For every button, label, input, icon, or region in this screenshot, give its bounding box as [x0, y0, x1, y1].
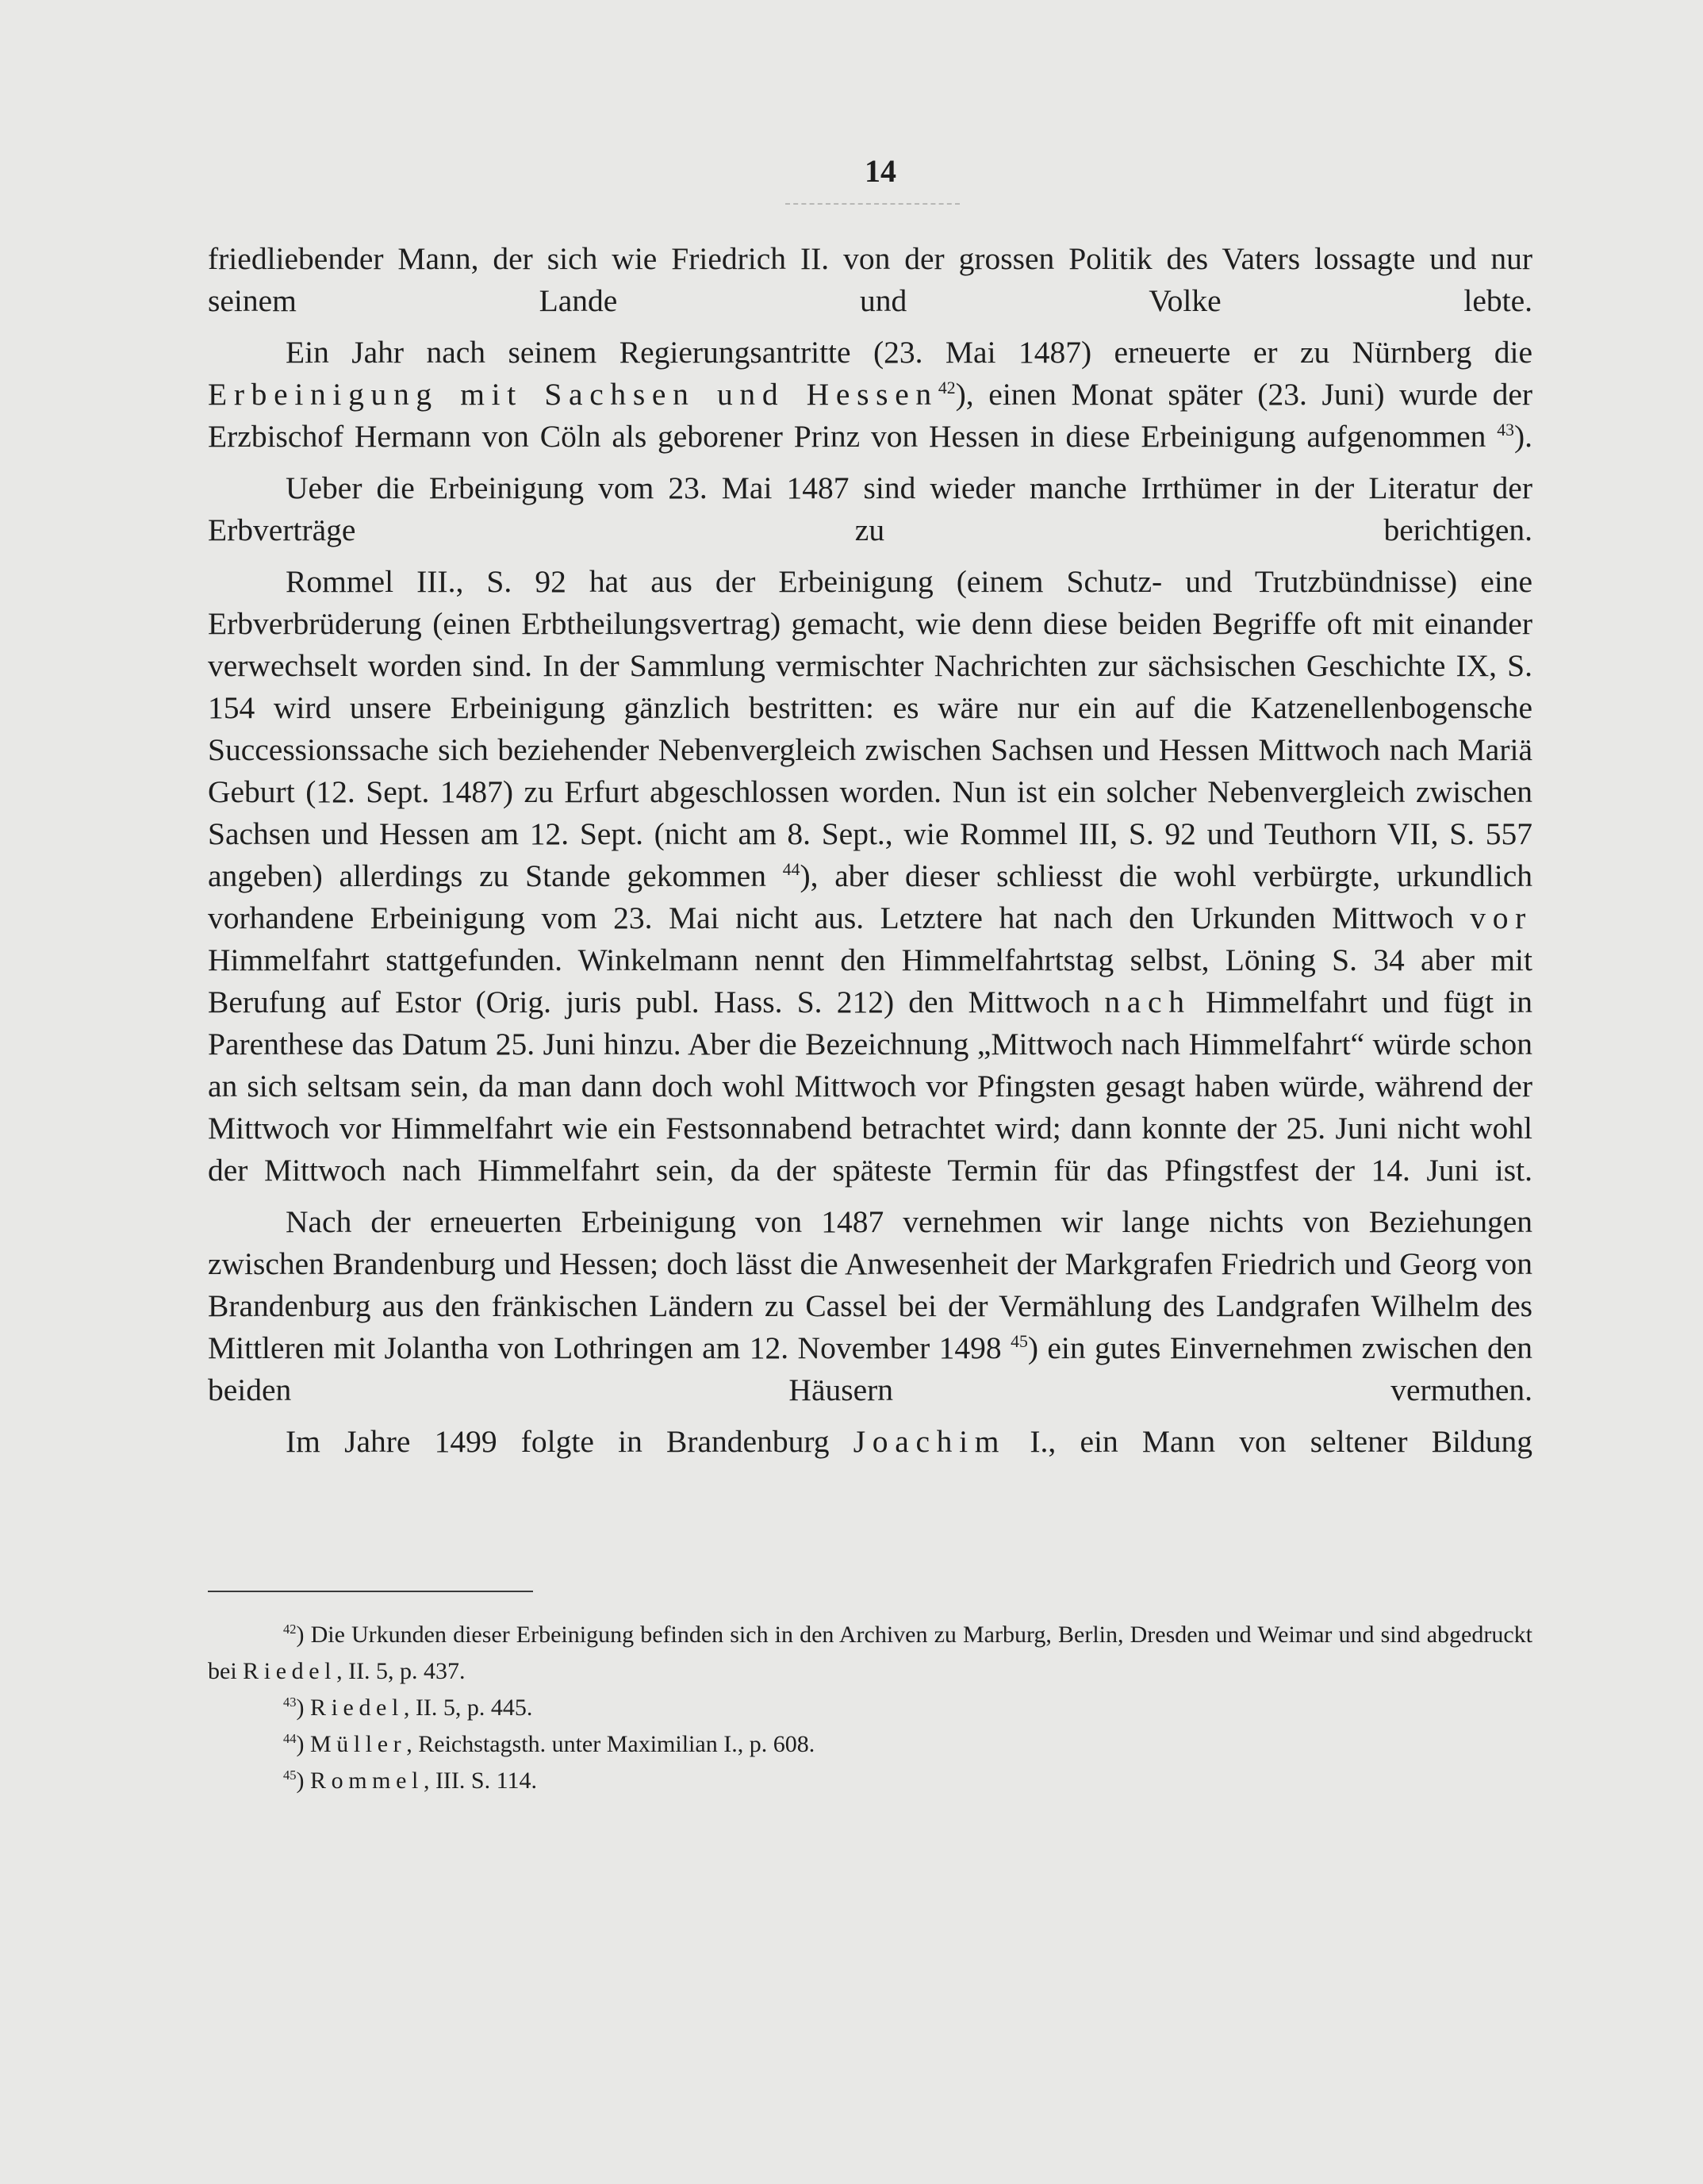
text-segment: ), einen Monat später (23. Juni) wurde der Erzbischof Hermann von Cöln als geborener Prinz von Hessen in diese Erbeinigung aufgenommen: [208, 377, 1533, 454]
footnote-reference: 44: [283, 1731, 297, 1746]
text-segment: ), aber dieser schliesst die wohl verbürgte, urkundlich vorhandene Erbeinigung vom 23. Mai nicht aus. Letztere hat nach den Urkunden Mittwoch: [208, 858, 1532, 935]
emphasized-text: Rommel: [310, 1768, 424, 1794]
emphasized-text: Müller: [310, 1731, 407, 1757]
text-segment: , Reichstagsth. unter Maximilian I., p. 608.: [406, 1731, 815, 1757]
paragraph: [208, 467, 1532, 551]
text-segment: Rommel III., S. 92 hat aus der Erbeinigung (einem Schutz- und Trutzbündnisse) eine Erbverbrüderung (einen Erbtheilungsvertrag) gemacht, wie denn diese beiden Begriffe oft mit einander verwechselt worden sind. In der Sammlung vermischter Nachrichten zur sächsischen Geschichte IX, S. 154 wird unsere Erbeinigung gänzlich bestritten: es wäre nur ein auf die Katzenellenbogensche Successionssache sich beziehender Nebenvergleich zwischen Sachsen und Hessen Mittwoch nach Mariä Geburt (12. Sept. 1487) zu Erfurt abgeschlossen worden. Nun ist ein solcher Nebenvergleich zwischen Sachsen und Hessen am 12. Sept. (nicht am 8. Sept., wie Rommel III, S. 92 und Teuthorn VII, S. 557 angeben) allerdings zu Stande gekommen: [208, 564, 1532, 893]
text-segment: ): [296, 1731, 310, 1757]
text-segment: Himmelfahrt und fügt in Parenthese das Datum 25. Juni hinzu. Aber die Bezeichnung „Mittwoch nach Himmelfahrt“ würde schon an sich seltsam sein, da man dann doch wohl Mittwoch vor Pfingsten gesagt haben würde, während der Mittwoch vor Himmelfahrt wie ein Festsonnabend betrachtet wird; dann konnte der 25. Juni nicht wohl der Mittwoch nach Himmelfahrt sein, da der späteste Termin für das Pfingstfest der 14. Juni ist.: [208, 985, 1532, 1188]
text-segment: I., ein Mann von seltener Bildung: [1006, 1424, 1532, 1459]
paragraph: [208, 332, 1532, 458]
text-segment: ).: [1513, 419, 1532, 454]
emphasized-text: Riedel: [310, 1695, 404, 1721]
footnote-reference: 43: [1497, 420, 1514, 439]
paragraph: [208, 561, 1532, 1192]
emphasized-text: vor: [1470, 900, 1532, 935]
emphasized-text: Erbeinigung mit Sachsen und Hessen: [208, 377, 938, 412]
emphasized-text: nach: [1104, 985, 1191, 1019]
footnote-reference: 44: [782, 859, 800, 879]
page-number-rule: [785, 203, 960, 205]
text-segment: , III. S. 114.: [423, 1768, 537, 1794]
text-segment: friedliebender Mann, der sich wie Friedrich II. von der grossen Politik des Vaters lossagte und nur seinem Lande und Volke lebte.: [208, 241, 1532, 318]
emphasized-text: Riedel: [243, 1658, 337, 1684]
footnote-reference: 45: [283, 1768, 297, 1783]
page-number: 14: [865, 153, 896, 189]
footnote: [208, 1726, 1532, 1763]
text-segment: Nach der erneuerten Erbeinigung von 1487 vernehmen wir lange nichts von Beziehungen zwischen Brandenburg und Hessen; doch lässt die Anwesenheit der Markgrafen Friedrich und Georg von Brandenburg aus den fränkischen Ländern zu Cassel bei der Vermählung des Landgrafen Wilhelm des Mittleren mit Jolantha von Lothringen am 12. November 1498: [208, 1204, 1532, 1365]
text-segment: Ueber die Erbeinigung vom 23. Mai 1487 sind wieder manche Irrthümer in der Literatur der Erbverträge zu berichtigen.: [208, 470, 1532, 547]
text-segment: Ein Jahr nach seinem Regierungsantritte (23. Mai 1487) erneuerte er zu Nürnberg die: [286, 335, 1532, 370]
text-segment: ) ein gutes Einvernehmen zwischen den beiden Häusern vermuthen.: [208, 1330, 1532, 1407]
emphasized-text: Joachim: [853, 1424, 1007, 1459]
paragraph: [208, 1201, 1532, 1411]
text-segment: Himmelfahrt stattgefunden. Winkelmann nennt den Himmelfahrtstag selbst, Löning S. 34 aber mit Berufung auf Estor (Orig. juris publ. Hass. S. 212) den Mittwoch: [208, 942, 1532, 1019]
text-segment: ) Die Urkunden dieser Erbeinigung befinden sich in den Archiven zu Marburg, Berlin, Dresden und Weimar und sind abgedruckt bei: [208, 1622, 1532, 1684]
paragraph: [208, 1421, 1532, 1463]
footnote-separator: [208, 1591, 533, 1592]
text-segment: , II. 5, p. 445.: [403, 1695, 533, 1721]
text-segment: , II. 5, p. 437.: [336, 1658, 466, 1684]
footnote: [208, 1690, 1532, 1726]
body-text: [208, 238, 1532, 1463]
footnote: [208, 1617, 1532, 1690]
footnote-reference: 42: [938, 378, 956, 397]
text-segment: Im Jahre 1499 folgte in Brandenburg: [286, 1424, 853, 1459]
footnote: [208, 1763, 1532, 1799]
footnotes: [208, 1617, 1532, 1799]
footnote-reference: 45: [1011, 1331, 1028, 1351]
text-segment: ): [296, 1768, 310, 1794]
footnote-reference: 43: [283, 1695, 297, 1710]
footnote-reference: 42: [283, 1622, 297, 1637]
text-segment: ): [296, 1695, 310, 1721]
paragraph: [208, 238, 1532, 322]
